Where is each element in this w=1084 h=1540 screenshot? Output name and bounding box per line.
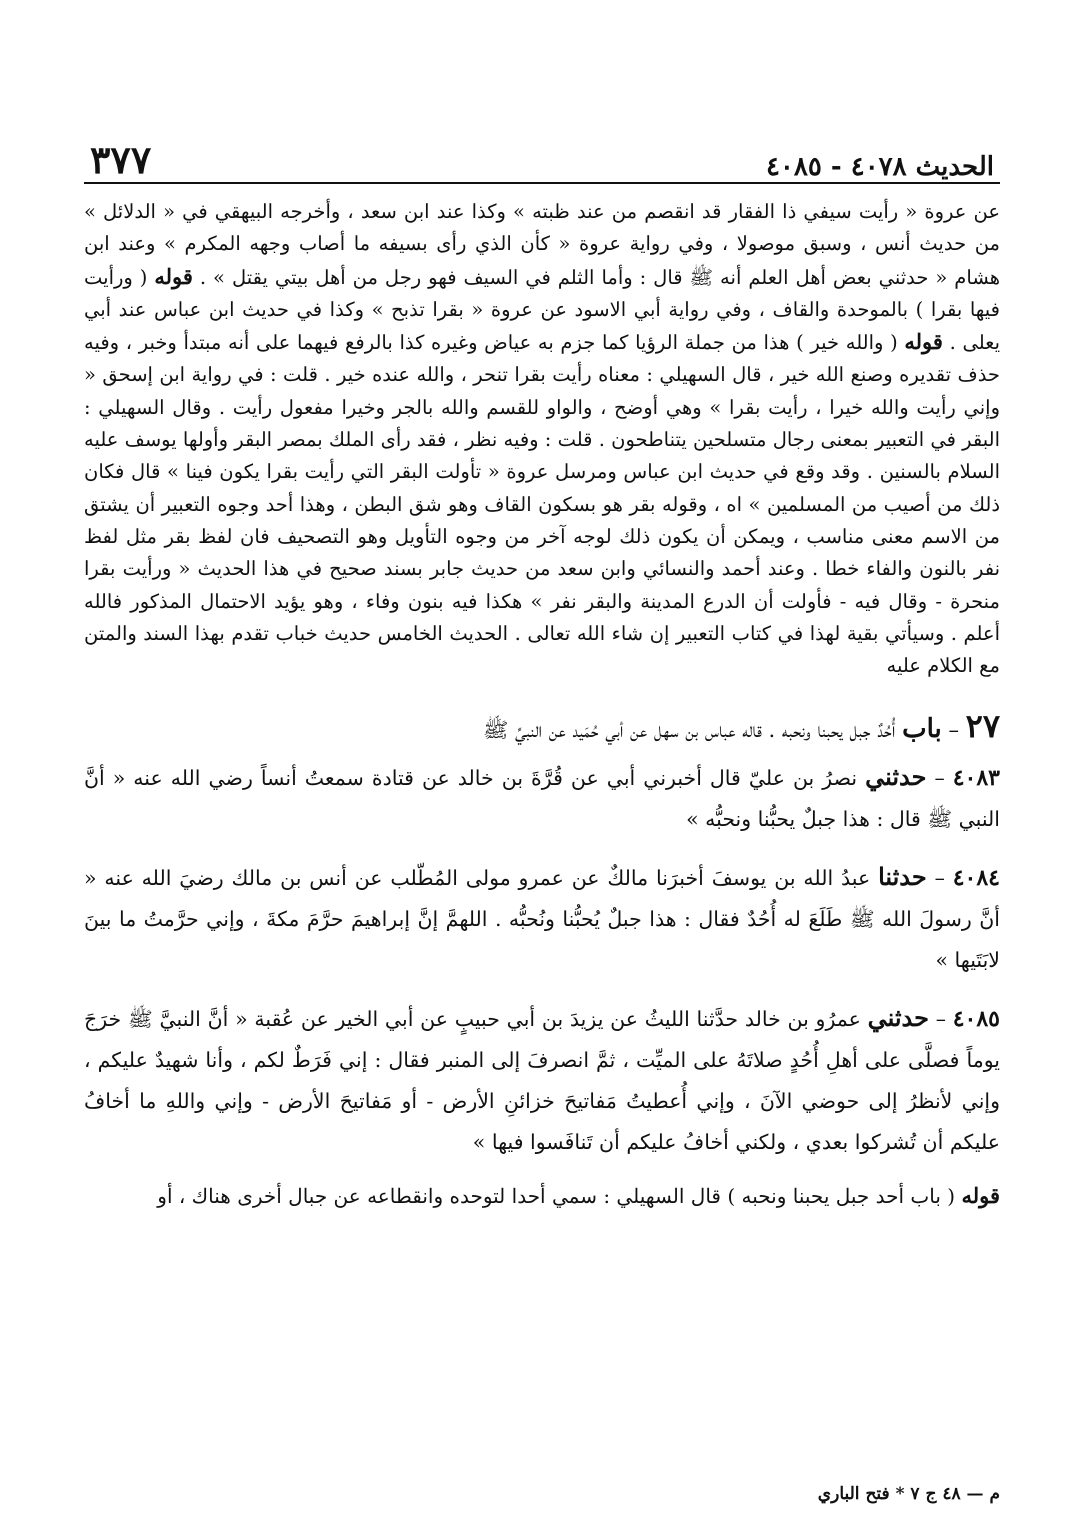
hadith-text: نصرُ بن عليّ قال أخبرني أبي عن قُرَّةَ بن خالد عن قتادة سمعتُ أنساً رضي الله عنه « أنَّ النبي ﷺ قال : هذا جبلٌ يحبُّنا ونحبُّه » bbox=[84, 766, 1000, 832]
hadith-text: عبدُ الله بن يوسفَ أخبرَنا مالكٌ عن عمرو مولى المُطّلب عن أنس بن مالك رضيَ الله عنه « أنَّ رسولَ الله ﷺ طَلَعَ له أُحُدٌ فقال : هذا جبلٌ يُحبُّنا ونُحبُّه . اللهمَّ إنَّ إبراهيمَ حرَّمَ مكةَ ، وإني حرَّمتُ ما بينَ لابَتَيها » bbox=[84, 866, 1000, 973]
qawluhu-keyword: قوله bbox=[154, 263, 193, 289]
hadith-lead: حدثنا bbox=[878, 862, 927, 892]
chapter-heading bbox=[84, 706, 1000, 750]
commentary-end-block bbox=[84, 1179, 1000, 1213]
hadith-dash: – bbox=[934, 866, 945, 891]
hadith-lead: حدثني bbox=[867, 1003, 929, 1033]
hadith-dash: – bbox=[934, 766, 945, 791]
commentary-text: ( والله خير ) هذا من جملة الرؤيا كما جزم به عياض وغيره كذا بالرفع فيهما على أنه مبتدأ وخبر ، وفيه حذف تقديره وصنع الله خير ، قال السهيلي : معناه رأيت بقرا تنحر ، والله عنده خير . قلت : في رواية ابن إسحق « وإني رأيت والله خيرا ، رأيت بقرا » وهي أوضح ، والواو للقسم والله بالجر وخيرا مفعول رأيت . وقال السهيلي : البقر في التعبير بمعنى رجال متسلحين يتناطحون . قلت : وفيه نظر ، فقد رأى الملك بمصر البقر وأولها يوسف عليه السلام بالسنين . وقد وقع في حديث ابن عباس ومرسل عروة « تأولت البقر التي رأيت بقرا يكون فينا » قال فكان ذلك من أصيب من المسلمين » اه ، وقوله بقر هو بسكون القاف وهو شق البطن ، وهذا أحد وجوه التعبير أن يشتق من الاسم معنى مناسب ، ويمكن أن يكون ذلك لوجه آخر من وجوه التأويل وهو التصحيف فان لفظ بقر مثل لفظ نفر بالنون والفاء خطا . وعند أحمد والنسائي وابن سعد من حديث جابر بسند صحيح في هذا الحديث « ورأيت بقرا منحرة - وقال فيه - فأولت أن الدرع المدينة والبقر نفر » هكذا فيه بنون وفاء ، وهو يؤيد الاحتمال المذكور فالله أعلم . وسيأتي بقية لهذا في كتاب التعبير إن شاء الله تعالى . الحديث الخامس حديث خباب تقدم بهذا السند والمتن مع الكلام عليه bbox=[84, 331, 1001, 678]
qawluhu-keyword: قوله bbox=[961, 1183, 1000, 1209]
qawluhu-keyword: قوله bbox=[904, 329, 943, 355]
hadith-text: عمرُو بن خالد حدَّثنا الليثُ عن يزيدَ بن أبي حبيبٍ عن أبي الخير عن عُقبة « أنَّ النبيَّ ﷺ خرَجَ يوماً فصلَّى على أهلِ أُحُدٍ صلاتَهُ على الميِّت ، ثمَّ انصرفَ إلى المنبر فقال : إني فَرَطٌ لكم ، وأنا شهيدٌ عليكم ، وإني لأنظرُ إلى حوضي الآنَ ، وإني أُعطيتُ مَفاتيحَ خزائنِ الأرض - أو مَفاتيحَ الأرض - وإني واللهِ ما أخافُ عليكم أن تُشركوا بعدي ، ولكني أخافُ عليكم أن تَنافَسوا فيها » bbox=[84, 1007, 1000, 1155]
hadith-dash: – bbox=[935, 1007, 946, 1032]
page-footer: م — ٤٨ ج ٧ * فتح الباري bbox=[817, 1484, 1000, 1504]
page-header bbox=[84, 130, 1000, 184]
chapter-word: باب bbox=[902, 714, 942, 745]
chapter-dash: – bbox=[948, 718, 959, 743]
commentary-block bbox=[84, 196, 1000, 682]
running-title: الحديث ٤٠٧٨ - ٤٠٨٥ bbox=[765, 152, 994, 182]
hadith-4084 bbox=[84, 856, 1000, 981]
chapter-number: ٢٧ bbox=[965, 707, 1000, 746]
hadith-number: ٤٠٨٣ bbox=[952, 765, 1000, 792]
commentary-text: ( ورأيت فيها بقرا ) بالموحدة والقاف ، وفي رواية أبي الاسود عن عروة « بقرا تذبح » وكذا في حديث ابن عباس عند أبي يعلى . bbox=[84, 265, 1000, 355]
hadith-4083 bbox=[84, 756, 1000, 840]
commentary-text: عن عروة « رأيت سيفي ذا الفقار قد انقصم من عند ظبته » وكذا عند ابن سعد ، وأخرجه البيهقي في « الدلائل » من حديث أنس ، وسبق موصولا ، وفي رواية عروة « كأن الذي رأى بسيفه ما أصاب وجهه المكرم » وعند ابن هشام « حدثني بعض أهل العلم أنه ﷺ قال : وأما الثلم في السيف فهو رجل من أهل بيتي يقتل » . bbox=[84, 200, 1000, 289]
hadith-number: ٤٠٨٥ bbox=[952, 1006, 1000, 1033]
hadith-lead: حدثني bbox=[865, 762, 927, 792]
hadith-4085 bbox=[84, 997, 1000, 1163]
hadith-number: ٤٠٨٤ bbox=[952, 865, 1000, 892]
commentary-text: ( باب أحد جبل يحبنا ونحبه ) قال السهيلي : سمي أحدا لتوحده وانقطاعه عن جبال أخرى هناك ، أو bbox=[157, 1184, 956, 1209]
page-number: ٣٧٧ bbox=[90, 137, 152, 182]
chapter-title: أُحُدٌ جبل يحبنا ونحبه . قاله عباس بن سهل عن أبي حُمَيد عن النبيِّ ﷺ bbox=[482, 718, 896, 743]
